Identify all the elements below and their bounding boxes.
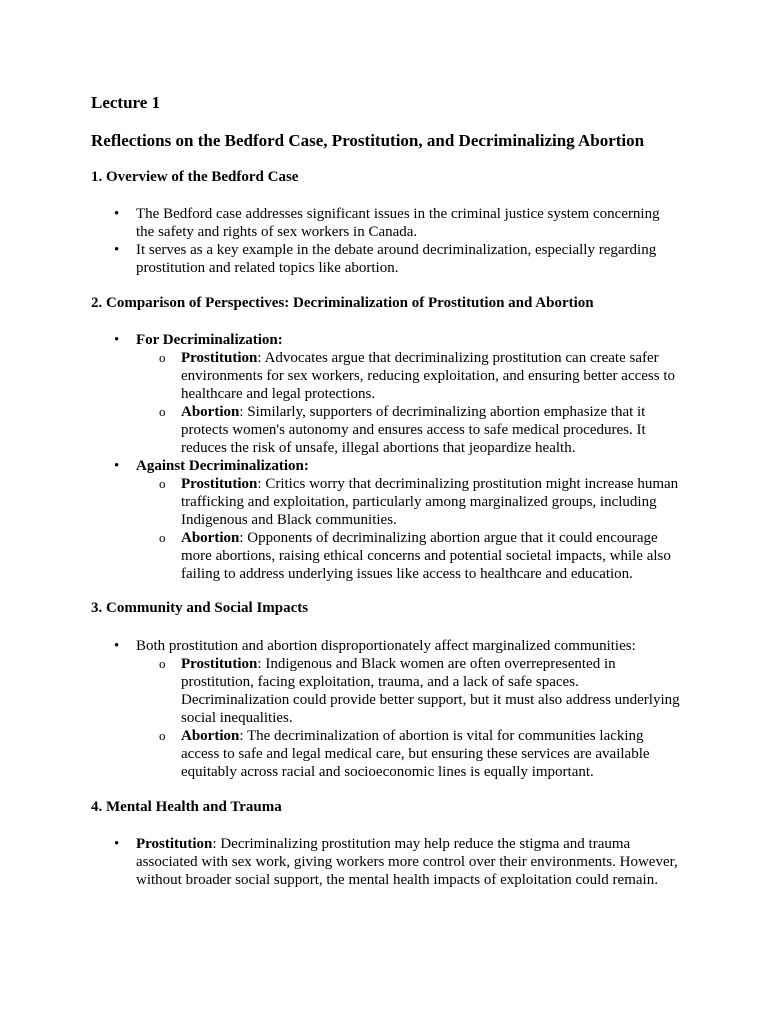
sub-bullet-marker: o [159,656,166,671]
section-heading-comparison: 2. Comparison of Perspectives: Decriminalization of Prostitution and Abortion [91,295,594,311]
section-heading-overview: 1. Overview of the Bedford Case [91,169,299,185]
sub-bullet-marker: o [159,476,166,491]
sub-list-item [181,727,681,781]
sub-list-item [181,475,681,529]
bullet-marker: • [114,206,120,222]
sub-list-item [181,655,681,727]
sub-item-text: : The decriminalization of abortion is vital for communities lacking access to safe and legal medical care, but ensuring these services are available equitably across racial and socioeconomic lines is equally important. [181,728,650,780]
sub-item-text: : Opponents of decriminalizing abortion argue that it could encourage more abortions, raising ethical concerns and potential societal impacts, while also failing to address underlying issues like access to healthcare and education. [181,530,671,582]
sub-item-label: Abortion [181,728,240,744]
bullet-marker: • [114,458,120,474]
sub-item-label: Abortion [181,404,240,420]
list-item: Both prostitution and abortion disproportionately affect marginalized communities: [136,638,636,654]
sub-item-text: : Critics worry that decriminalizing prostitution might increase human trafficking and exploitation, particularly among marginalized groups, including Indigenous and Black communities. [181,476,679,528]
sub-list-item [181,403,681,457]
bullet-marker: • [114,836,120,852]
sub-item-text: : Similarly, supporters of decriminalizing abortion emphasize that it protects women's autonomy and ensures access to safe medical procedures. It reduces the risk of unsafe, illegal abortions that jeopardize health. [181,404,646,456]
sub-item-label: Prostitution [181,476,258,492]
list-item: It serves as a key example in the debate around decriminalization, especially regarding prostitution and related topics like abortion. [136,242,657,276]
sub-bullet-marker: o [159,728,166,743]
list-item: The Bedford case addresses significant issues in the criminal justice system concerning the safety and rights of sex workers in Canada. [136,206,660,240]
list-item [136,835,681,889]
against-decriminalization-label: Against Decriminalization: [136,458,309,474]
sub-list-item [181,349,681,403]
bullet-marker: • [114,242,120,258]
sub-bullet-marker: o [159,530,166,545]
item-text: : Decriminalizing prostitution may help reduce the stigma and trauma associated with sex work, giving workers more control over their environments. However, without broader social support, the mental health impacts of exploitation could remain. [136,836,678,888]
sub-item-text: : Indigenous and Black women are often overrepresented in prostitution, facing exploitation, trauma, and a lack of safe spaces. Decriminalization could provide better support, but it must also address underlying social inequalities. [181,656,680,726]
for-decriminalization-label: For Decriminalization: [136,332,283,348]
sub-bullet-marker: o [159,404,166,419]
sub-item-label: Prostitution [181,350,258,366]
lecture-label: Lecture 1 [91,93,161,112]
sub-item-label: Prostitution [181,656,258,672]
bullet-marker: • [114,638,120,654]
section-heading-mental-health: 4. Mental Health and Trauma [91,799,282,815]
bullet-marker: • [114,332,120,348]
item-label: Prostitution [136,836,213,852]
section-heading-community: 3. Community and Social Impacts [91,600,309,616]
sub-bullet-marker: o [159,350,166,365]
list-item-against-decriminalization [136,457,681,475]
sub-list-item [181,529,681,583]
list-item-for-decriminalization [136,331,681,349]
sub-item-text: : Advocates argue that decriminalizing prostitution can create safer environments for sex workers, reducing exploitation, and ensuring better access to healthcare and legal protections. [181,350,676,402]
document-title: Reflections on the Bedford Case, Prostitution, and Decriminalizing Abortion [91,131,645,150]
sub-item-label: Abortion [181,530,240,546]
